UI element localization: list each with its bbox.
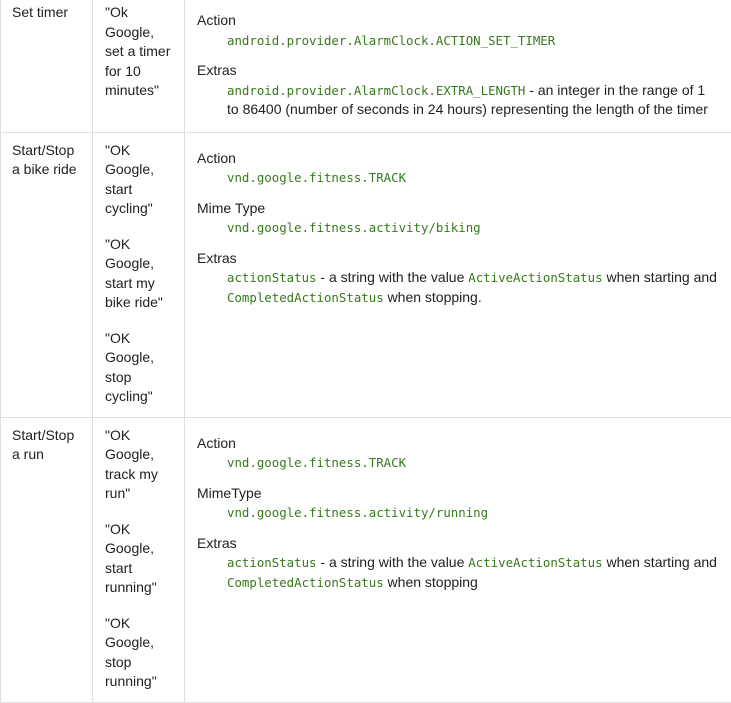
detail-value: [227, 31, 719, 51]
code-value: vnd.google.fitness.TRACK: [227, 170, 406, 185]
detail-label: MimeType: [197, 484, 719, 504]
detail-text: when starting and: [603, 269, 717, 285]
detail-label: Action: [197, 11, 719, 31]
detail-value: [227, 553, 719, 592]
action-name: Start/Stop a run: [1, 418, 92, 473]
detail-text: when stopping.: [384, 289, 482, 305]
detail-text: when starting and: [603, 554, 717, 570]
detail-value: [227, 503, 719, 523]
voice-phrase: "Ok Google, set a timer for 10 minutes": [105, 3, 174, 101]
code-value: actionStatus: [227, 555, 317, 570]
code-value: vnd.google.fitness.activity/running: [227, 505, 488, 520]
table-row: [1, 132, 731, 417]
detail-label: Extras: [197, 249, 719, 269]
detail-label: Action: [197, 434, 719, 454]
detail-text: - an integer in the range of 1 to 86400 (number of seconds in 24 hours) representing the length of the timer: [227, 82, 708, 118]
voice-phrase: "OK Google, start my bike ride": [105, 235, 174, 313]
voice-phrase: "OK Google, start running": [105, 520, 174, 598]
details-cell: [185, 132, 731, 417]
code-value: CompletedActionStatus: [227, 575, 384, 590]
action-name: Start/Stop a bike ride: [1, 133, 92, 188]
code-value: CompletedActionStatus: [227, 290, 384, 305]
detail-label: Mime Type: [197, 199, 719, 219]
voice-phrase: "OK Google, track my run": [105, 426, 174, 504]
detail-label: Extras: [197, 534, 719, 554]
detail-text: - a string with the value: [317, 269, 469, 285]
details-cell: [185, 417, 731, 702]
detail-value: [227, 168, 719, 188]
table-row: [1, 0, 731, 132]
detail-value: [227, 81, 719, 120]
phrases-cell: [93, 417, 185, 702]
code-value: android.provider.AlarmClock.EXTRA_LENGTH: [227, 83, 525, 98]
phrases-cell: [93, 132, 185, 417]
voice-phrase: "OK Google, stop cycling": [105, 329, 174, 407]
detail-value: [227, 453, 719, 473]
code-value: ActiveActionStatus: [468, 270, 602, 285]
table-row: [1, 417, 731, 702]
code-value: vnd.google.fitness.activity/biking: [227, 220, 481, 235]
action-cell: [1, 417, 93, 702]
detail-text: - a string with the value: [317, 554, 469, 570]
code-value: vnd.google.fitness.TRACK: [227, 455, 406, 470]
detail-text: when stopping: [384, 574, 478, 590]
detail-value: [227, 268, 719, 307]
code-value: ActiveActionStatus: [468, 555, 602, 570]
detail-label: Extras: [197, 61, 719, 81]
detail-value: [227, 218, 719, 238]
code-value: android.provider.AlarmClock.ACTION_SET_TIMER: [227, 33, 555, 48]
details-cell: [185, 0, 731, 132]
code-value: actionStatus: [227, 270, 317, 285]
voice-phrase: "OK Google, stop running": [105, 614, 174, 692]
detail-label: Action: [197, 149, 719, 169]
action-cell: [1, 132, 93, 417]
voice-phrase: "OK Google, start cycling": [105, 141, 174, 219]
action-cell: [1, 0, 93, 132]
action-name: Set timer: [1, 0, 92, 31]
phrases-cell: [93, 0, 185, 132]
